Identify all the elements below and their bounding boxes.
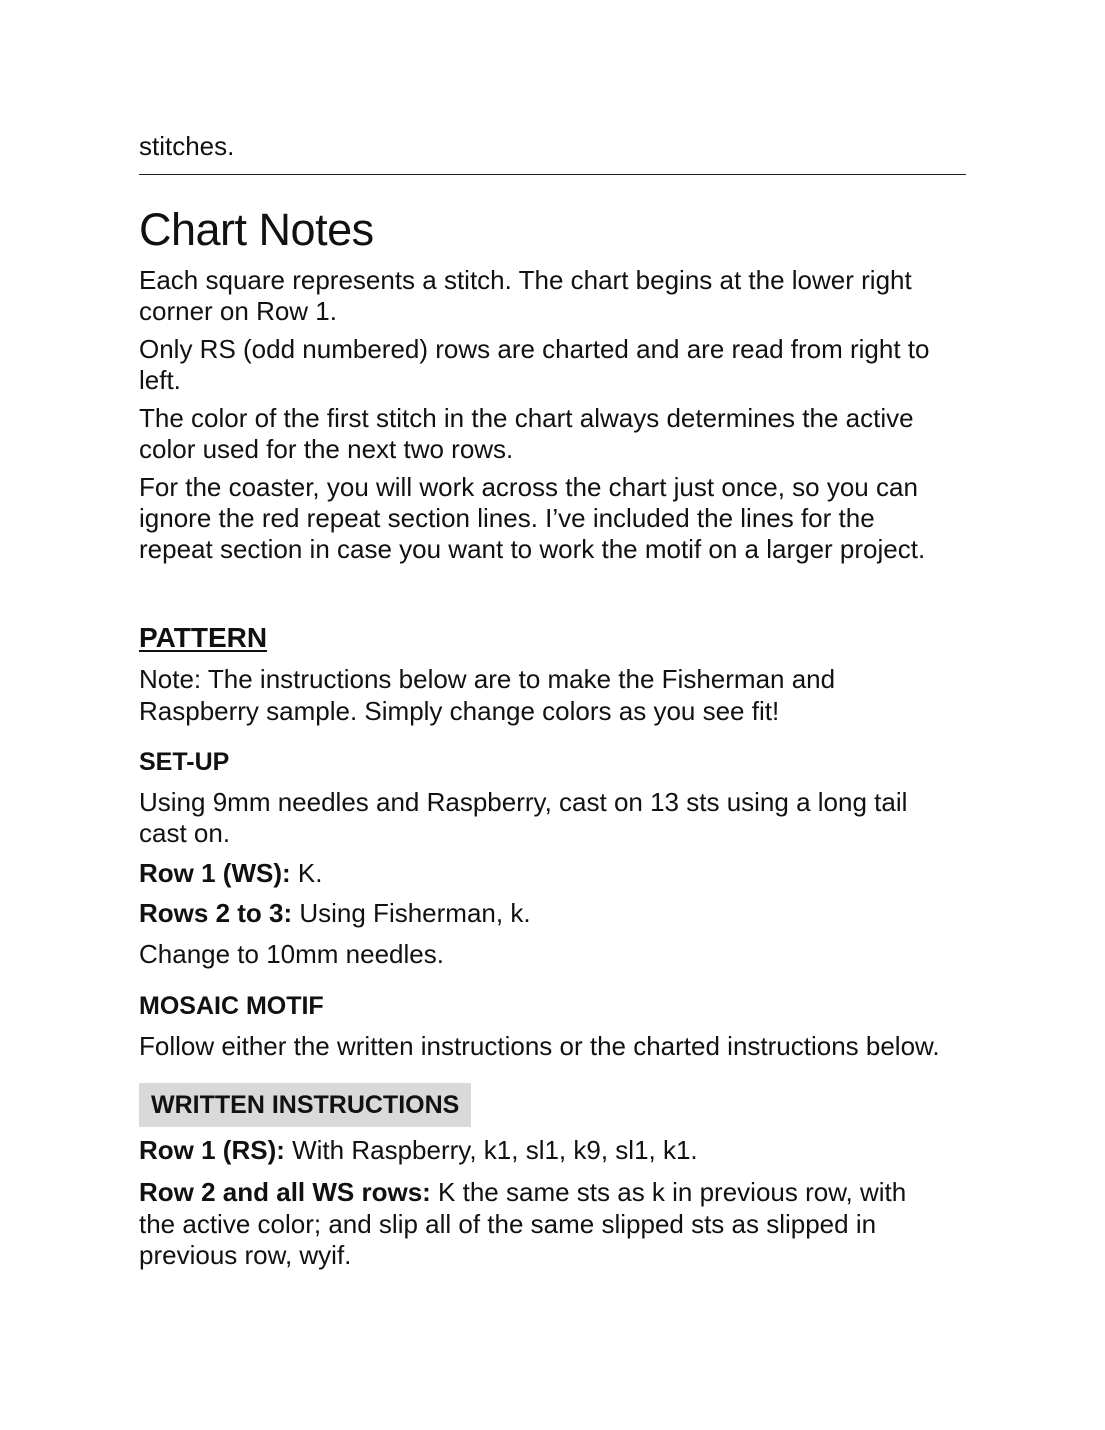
text-line: ignore the red repeat section lines. I’ve included the lines for the bbox=[139, 503, 875, 533]
setup-change-needles: Change to 10mm needles. bbox=[139, 939, 444, 969]
text-line: Note: The instructions below are to make the Fisherman and bbox=[139, 664, 836, 694]
text-line bbox=[139, 1177, 906, 1208]
row-label: Row 2 and all WS rows: bbox=[139, 1177, 431, 1207]
mosaic-follow-text: Follow either the written instructions or the charted instructions below. bbox=[139, 1031, 940, 1061]
setup-rows-2-to-3 bbox=[139, 898, 531, 929]
text-line: Using 9mm needles and Raspberry, cast on 13 sts using a long tail bbox=[139, 787, 908, 817]
text-line: color used for the next two rows. bbox=[139, 434, 514, 464]
text-line: corner on Row 1. bbox=[139, 296, 337, 326]
text-line: Only RS (odd numbered) rows are charted and are read from right to bbox=[139, 334, 930, 364]
chart-notes-heading: Chart Notes bbox=[139, 204, 374, 255]
continued-paragraph: stitches. bbox=[139, 131, 235, 161]
text-line: For the coaster, you will work across the chart just once, so you can bbox=[139, 472, 918, 502]
row-text: K. bbox=[290, 858, 323, 888]
text-line: repeat section in case you want to work the motif on a larger project. bbox=[139, 534, 926, 564]
text-line: Raspberry sample. Simply change colors as you see fit! bbox=[139, 696, 780, 726]
text-line: the active color; and slip all of the same slipped sts as slipped in bbox=[139, 1209, 877, 1239]
section-divider bbox=[139, 174, 966, 175]
mosaic-motif-heading: MOSAIC MOTIF bbox=[139, 992, 324, 1020]
text-line: Each square represents a stitch. The chart begins at the lower right bbox=[139, 265, 912, 295]
row-text: Using Fisherman, k. bbox=[292, 898, 531, 928]
pattern-heading: PATTERN bbox=[139, 622, 268, 653]
text-line: The color of the first stitch in the chart always determines the active bbox=[139, 403, 914, 433]
text-line: cast on. bbox=[139, 818, 231, 848]
row-label: Row 1 (WS): bbox=[139, 858, 291, 888]
setup-heading: SET-UP bbox=[139, 748, 230, 776]
written-row-1 bbox=[139, 1135, 698, 1166]
row-label: Row 1 (RS): bbox=[139, 1135, 285, 1165]
text-line: previous row, wyif. bbox=[139, 1240, 352, 1270]
row-text: With Raspberry, k1, sl1, k9, sl1, k1. bbox=[284, 1135, 698, 1165]
text-line: left. bbox=[139, 365, 181, 395]
setup-row-1 bbox=[139, 858, 322, 889]
row-text: K the same sts as k in previous row, with bbox=[430, 1177, 907, 1207]
row-label: Rows 2 to 3: bbox=[139, 898, 293, 928]
written-instructions-badge: WRITTEN INSTRUCTIONS bbox=[139, 1083, 471, 1127]
